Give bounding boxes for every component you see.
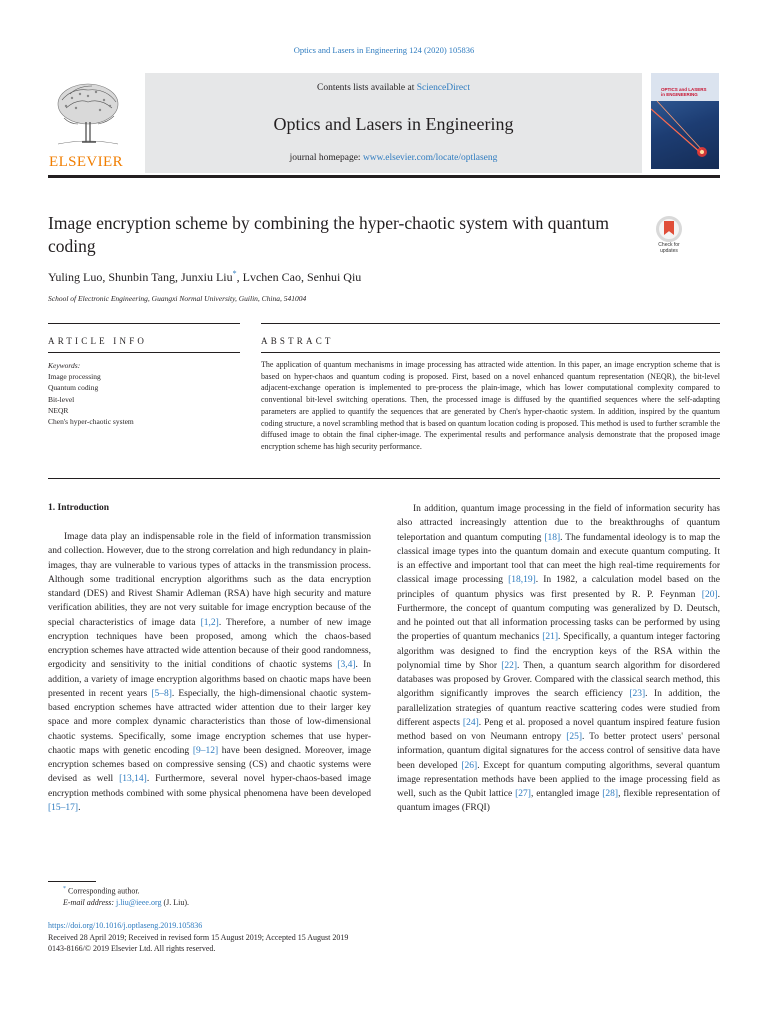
citation-link[interactable]: [24] [462, 717, 479, 728]
email-note: E-mail address: j.liu@ieee.org (J. Liu). [63, 898, 190, 908]
citation-link[interactable]: [22] [501, 660, 518, 671]
keywords-label: Keywords: [48, 361, 81, 370]
citation-link[interactable]: [15–17] [48, 802, 79, 813]
homepage-prefix: journal homepage: [289, 153, 363, 163]
footnote-mark: * [63, 886, 66, 892]
check-for-updates-button[interactable] [649, 216, 689, 256]
elsevier-logo[interactable] [48, 78, 128, 170]
citation-link[interactable]: [18,19] [508, 575, 536, 586]
email-link[interactable]: j.liu@ieee.org [116, 898, 162, 908]
citation-link[interactable]: [3,4] [337, 660, 356, 671]
keyword: NEQR [48, 405, 69, 415]
journal-title: Optics and Lasers in Engineering [273, 114, 514, 134]
body-paragraph-left: Image data play an indispensable role in the field of information transmission and collection. However, due to the strong correlation and high redundancy in plain-images, thay are vulnerable to various types of attacks in the transmission process. Although some traditional encryption algorithms such as the data encryption standard (DES) and Rivest Shamir Adleman (RSA) have high security and mature verification abilities, they are not very suitable for image encryption because of the special characteristics of image data [1,2]. Therefore, a number of new image encryption techniques have been proposed, among which the chaos-based encryption schemes have attracted wide attention because of their good randomness, ergodicity and sensitivity to the initial conditions of chaotic systems [3,4]. In addition, a variety of image encryption algorithms based on chaotic maps have been presented in recent years [5–8]. Especially, the high-dimensional chaotic system-based encryption schemes have attracted wider attention due to their larger key space and more complex dynamic characteristics than those of low-dimensional chaotic systems. Specifically, some image encryption schemes that use hyper-chaotic maps with genetic encoding [9–12] have been designed. Moreover, image encryption schemes based on compressive sensing (CS) and chaotic systems were devised as well [13,14]. Furthermore, several novel hyper-chaos-based image encryption methods combined with some physical phenomena have been developed [15–17]. [48, 532, 371, 813]
citation-link[interactable]: [1,2] [200, 617, 219, 628]
article-title: Image encryption scheme by combining the hyper-chaotic system with quantum coding [48, 213, 609, 256]
citation-link[interactable]: [5–8] [151, 688, 172, 699]
copyright-line: 0143-8166/© 2019 Elsevier Ltd. All rights reserved. [48, 944, 216, 953]
corresponding-author-note: * Corresponding author. [63, 886, 140, 896]
cover-title-line2: in ENGINEERING [661, 92, 698, 97]
authors-before: Yuling Luo, Shunbin Tang, Junxiu Liu [48, 270, 233, 284]
corresponding-author-mark[interactable]: * [232, 269, 237, 278]
citation-link[interactable]: [26] [461, 760, 478, 771]
homepage-line [145, 153, 642, 163]
journal-cover-thumbnail[interactable] [651, 73, 719, 169]
citation-link[interactable]: [21] [542, 632, 559, 643]
section-heading-introduction: 1. Introduction [48, 503, 110, 513]
sciencedirect-link[interactable]: ScienceDirect [416, 83, 470, 93]
citation-link[interactable]: [20] [701, 589, 718, 600]
citation-link[interactable]: [28] [602, 789, 619, 799]
divider [48, 478, 720, 479]
article-info-heading: ARTICLE INFO [48, 336, 148, 346]
citation-link[interactable]: [27] [515, 789, 531, 799]
citation-link[interactable]: [13,14] [119, 774, 147, 785]
divider [48, 352, 240, 353]
affiliation: School of Electronic Engineering, Guangxi Normal University, Guilin, China, 541004 [48, 294, 307, 303]
citation-link[interactable]: [23] [629, 689, 646, 700]
divider [48, 323, 240, 324]
footnote-rule [48, 881, 96, 882]
running-head[interactable]: Optics and Lasers in Engineering 124 (2020) 105836 [293, 45, 475, 55]
authors-after: , Lvchen Cao, Senhui Qiu [236, 270, 362, 284]
laser-beam-icon [651, 101, 719, 169]
divider [261, 352, 720, 353]
cover-title-line1: OPTICS and LASERS [661, 87, 707, 92]
check-updates-label: Check for updates [658, 242, 680, 254]
doi-link[interactable]: https://doi.org/10.1016/j.optlaseng.2019.105836 [48, 921, 203, 930]
email-label: E-mail address: [63, 898, 115, 908]
keyword: Image processing [48, 372, 101, 382]
masthead-rule [48, 175, 720, 178]
citation-link[interactable]: [25] [566, 732, 583, 742]
abstract-text: The application of quantum mechanisms in image processing has attracted wide attention. In this paper, an image encryption scheme that is based on hyper-chaos and quantum coding is proposed. First, based on a novel enhanced quantum representation (NEQR), the bit-level adjacent-exchange operation is implemented to pre-process the plain-image, which has lower computational complexity compared to conventional bit-level switching operations. Then, the processed image is diffused by the quantified sequences where the self-adapting parameters are applied to quantify the sequences that are generated by Chen's hyper-chaotic system. In addition, inspired by the quantum coding structure, a novel scrambling method that is based on quantum location coding is proposed. This method is used to further scramble the diffused image to obtain the final cipher-image. The experimental results and performance analysis demonstrate that the proposed image encryption scheme has high security performance. [261, 360, 720, 451]
received-dates: Received 28 April 2019; Received in revised form 15 August 2019; Accepted 15 August 2019 [48, 932, 349, 942]
elsevier-wordmark: ELSEVIER [49, 154, 124, 170]
journal-masthead [48, 73, 720, 173]
journal-info-box [145, 73, 642, 173]
cover-title [661, 87, 707, 97]
elsevier-tree-icon [48, 78, 126, 150]
keyword: Bit-level [48, 394, 75, 404]
keyword: Chen's hyper-chaotic system [48, 417, 134, 427]
citation-link[interactable]: [18] [544, 532, 561, 543]
keyword: Quantum coding [48, 383, 99, 393]
journal-homepage-link[interactable]: www.elsevier.com/locate/optlaseng [362, 153, 498, 163]
author-list [48, 269, 361, 285]
publication-info [48, 920, 468, 955]
keywords-block [48, 360, 238, 427]
divider [261, 323, 720, 324]
contents-prefix: Contents lists available at [316, 83, 417, 93]
citation-link[interactable]: [9–12] [192, 745, 219, 756]
footnotes [48, 884, 371, 909]
contents-line [145, 83, 642, 93]
body-paragraph-right: In addition, quantum image processing in the field of information security has also attracted increasingly attention due to the breakthroughs of quantum teleportation and quantum computing [18]. The fundamental ideology is to map the classical image types into the quantum domain and execute quantum computing. It is an effective and important tool that can meet the high real-time requirements for classical image processing [18,19]. In 1982, a calculation model based on the principles of quantum physics was first presented by R. P. Feynman [20]. Furthermore, the concept of quantum computing was generalized by D. Deutsch, and he pointed out that all information processing tasks can be performed by using the properties of quantum mechanics [21]. Specifically, a quantum integer factoring algorithm was designed to find the encryption keys of the RSA within the polynomial time by Shor [22]. Then, a quantum search algorithm for disordered databases was proposed by Grover. Compared with the classical search method, this algorithm significantly improves the search efficiency [23]. In addition, the parallelization strategies of quantum reactive scattering codes were studied from different aspects [24]. Peng et al. proposed a novel quantum inspired feature fusion method based on von Neumann entropy [25]. To better protect users' personal information, quantum digital signatures for the access control of sensitive data have been developed [26]. Except for quantum computing algorithms, several quantum image representation methods have been applied to the image processing field as well, such as the Qubit lattice [27], entangled image [28], flexible representation of quantum images (FRQI) [397, 504, 721, 814]
abstract-heading: ABSTRACT [261, 336, 334, 346]
